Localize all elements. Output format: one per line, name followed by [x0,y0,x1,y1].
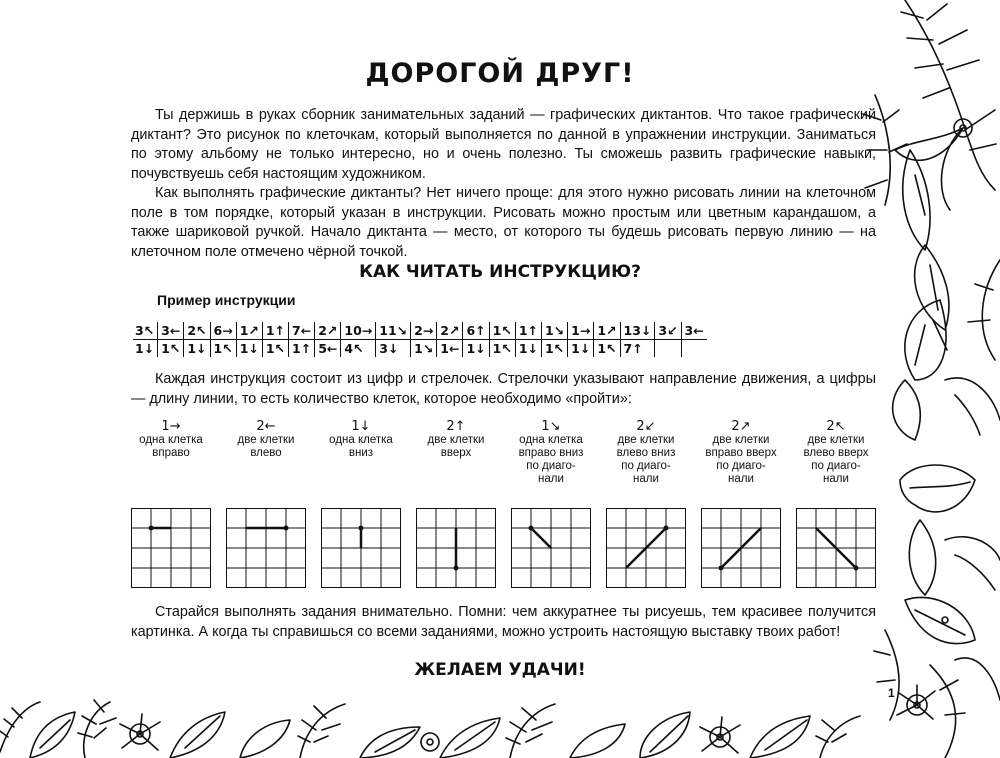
instruction-cell: 1↘ [541,322,567,340]
instruction-cell: 1↖ [489,340,515,358]
example-command: 2↑ [446,419,466,434]
instruction-cell: 1↗ [594,322,620,340]
instruction-cell: 3↖ [133,322,158,340]
example-command: 2↙ [636,419,656,434]
instruction-cell: 3← [158,322,184,340]
instruction-cell: 2↗ [437,322,463,340]
example-command: 2↖ [826,419,846,434]
instruction-cell: 1↑ [515,322,541,340]
instruction-cell: 1↖ [489,322,515,340]
how-to-heading: КАК ЧИТАТЬ ИНСТРУКЦИЮ? [359,262,641,282]
explanation-paragraph: Каждая инструкция состоит из цифр и стрелочек. Стрелочки указывают направление движения, а цифры — длину линии, то есть количество клеток, которое необходимо «пройти»: [131,371,876,407]
example-3: 1↓ одна клетка вниз [316,420,406,460]
instruction-cell: 11↘ [376,322,411,340]
instruction-cell: 1↓ [463,340,489,358]
instruction-table [133,322,707,357]
instruction-cell: 1↓ [568,340,594,358]
example-grid-5 [511,508,591,588]
example-grid-2 [226,508,306,588]
instruction-cell: 1↖ [594,340,620,358]
instruction-row-1 [133,322,707,340]
instruction-cell: 1↖ [262,340,288,358]
instruction-cell: 4↖ [341,340,376,358]
example-command: 1↘ [541,419,561,434]
example-grid-1 [131,508,211,588]
example-grid-3 [321,508,401,588]
example-label: Пример инструкции [157,292,296,308]
example-4: 2↑ две клетки вверх [411,420,501,460]
instruction-cell: 6↑ [463,322,489,340]
instruction-cell: 3← [681,322,707,340]
example-8: 2↖ две клетки влево вверх по диаго- нали [791,420,881,486]
example-command: 2↗ [731,419,751,434]
intro-paragraph-2: Как выполнять графические диктанты? Нет ничего проще: для этого нужно рисовать линии на клеточном поле в том порядке, который указан в инструкции. Рисовать можно простым или цветным карандашом, а также шариковой ручкой. Начало диктанта — место, от которого ты будешь рисовать первую линию — на клеточном поле отмечено чёрной точкой. [131,185,876,260]
instruction-cell: 1← [437,340,463,358]
instruction-cell: 7↑ [620,340,655,358]
foliage-bottom-icon [0,682,880,758]
page-title: ДОРОГОЙ ДРУГ! [365,58,635,89]
instruction-row-2 [133,340,707,358]
example-grid-4 [416,508,496,588]
example-grid-8 [796,508,876,588]
instruction-cell: 3↙ [655,322,681,340]
instruction-cell: 10→ [341,322,376,340]
example-7: 2↗ две клетки вправо вверх по диаго- нали [696,420,786,486]
instruction-cell: 1→ [568,322,594,340]
example-5: 1↘ одна клетка вправо вниз по диаго- нали [506,420,596,486]
instruction-cell: 2↖ [184,322,210,340]
instruction-cell: 1↖ [210,340,236,358]
instruction-cell: 13↓ [620,322,655,340]
example-grid-7 [701,508,781,588]
instruction-cell [655,340,681,358]
instruction-cell: 1↖ [541,340,567,358]
instruction-cell: 1↓ [135,341,155,356]
instruction-cell: 6→ [210,322,236,340]
instruction-cell: 5← [315,340,341,358]
example-1: 1→ одна клетка вправо [126,420,216,460]
instruction-cell: 2→ [411,322,437,340]
instruction-cell: 1↑ [289,340,315,358]
instruction-cell: 1↓ [184,340,210,358]
wish-heading: ЖЕЛАЕМ УДАЧИ! [414,660,586,680]
intro-paragraph-1: Ты держишь в руках сборник занимательных заданий — графических диктантов. Что такое графический диктант? Это рисунок по клеточкам, который выполняется по данной в упражнении инструкции. Заниматься по этому альбому не только интересно, но и очень полезно. Ты сможешь развить графические навыки, почувствуешь себя настоящим художником. [131,107,876,182]
instruction-cell: 7← [289,322,315,340]
instruction-cell: 1↓ [515,340,541,358]
example-6: 2↙ две клетки влево вниз по диаго- нали [601,420,691,486]
example-2: 2← две клетки влево [221,420,311,460]
instruction-cell: 1↑ [262,322,288,340]
example-command: 1→ [161,419,181,434]
example-command: 2← [256,419,276,434]
example-command: 1↓ [351,419,371,434]
instruction-cell: 1↓ [236,340,262,358]
closing-paragraph: Старайся выполнять задания внимательно. Помни: чем аккуратнее ты рисуешь, тем красивее получится картинка. А когда ты справишься со всеми заданиями, можно устроить настоящую выставку твоих работ! [131,604,876,640]
instruction-cell: 1↗ [236,322,262,340]
instruction-cell: 2↗ [315,322,341,340]
instruction-cell: 1↘ [411,340,437,358]
example-grid-6 [606,508,686,588]
instruction-cell [681,340,707,358]
page-number: 1 [888,686,895,700]
instruction-cell: 3↓ [376,340,411,358]
instruction-cell: 1↖ [158,340,184,358]
